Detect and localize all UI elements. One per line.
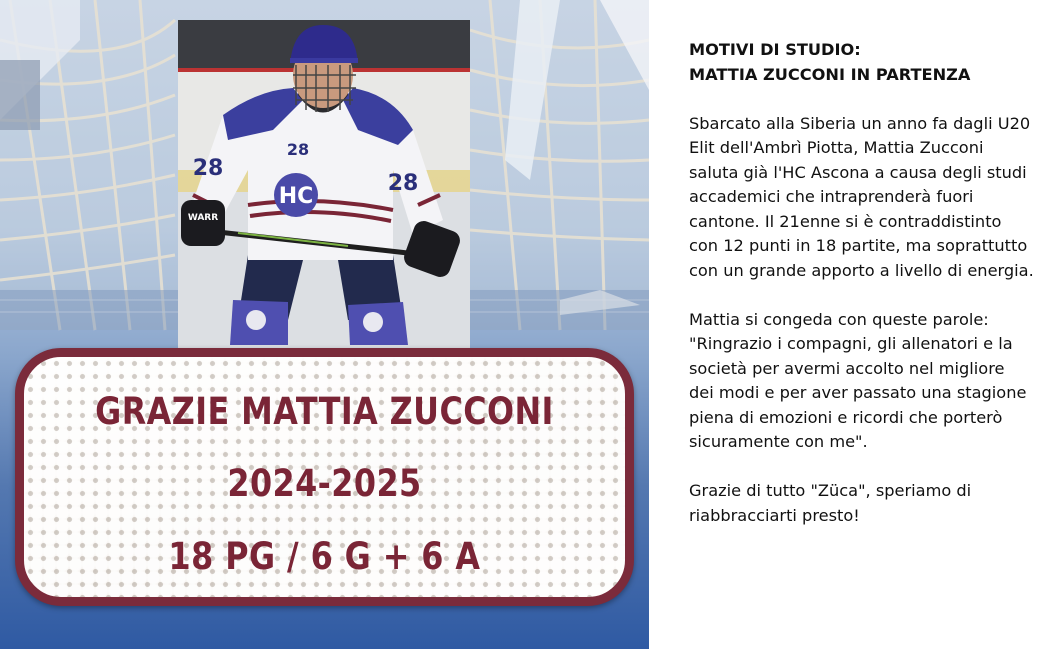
svg-text:28: 28 [286, 140, 310, 159]
plate-stats: 18 PG / 6 G + 6 A [168, 535, 481, 578]
headline-line-2: MATTIA ZUCCONI IN PARTENZA [689, 64, 971, 84]
article-headline [689, 38, 1034, 87]
paragraph-1: Sbarcato alla Siberia un anno fa dagli U20 Elit dell'Ambrì Piotta, Mattia Zucconi saluta già l'HC Ascona a causa degli studi accademici che intraprenderà fuori cantone. Il 21enne si è contraddistinto con 12 punti in 18 partite, ma soprattutto con un grande apporto a livello di energia. [689, 113, 1034, 280]
name-plate [15, 348, 634, 606]
svg-text:HC: HC [278, 184, 314, 209]
plate-season: 2024-2025 [227, 462, 422, 505]
svg-text:28: 28 [192, 156, 224, 181]
paragraph-3: Grazie di tutto "Züca", speriamo di riabbracciarti presto! [689, 481, 972, 525]
article-text [689, 38, 1034, 553]
svg-text:WARR: WARR [187, 213, 219, 223]
paragraph-2: Mattia si congeda con queste parole: "Ringrazio i compagni, gli allenatori e la società per avermi accolto nel migliore dei modi e per aver passato una stagione piena di emozioni e ricordi che porterò sicuramente con me". [689, 309, 1027, 451]
headline-line-1: MOTIVI DI STUDIO: [689, 40, 861, 59]
player-photo [178, 20, 470, 350]
plate-title: GRAZIE MATTIA ZUCCONI [95, 390, 554, 433]
svg-text:28: 28 [387, 171, 419, 196]
